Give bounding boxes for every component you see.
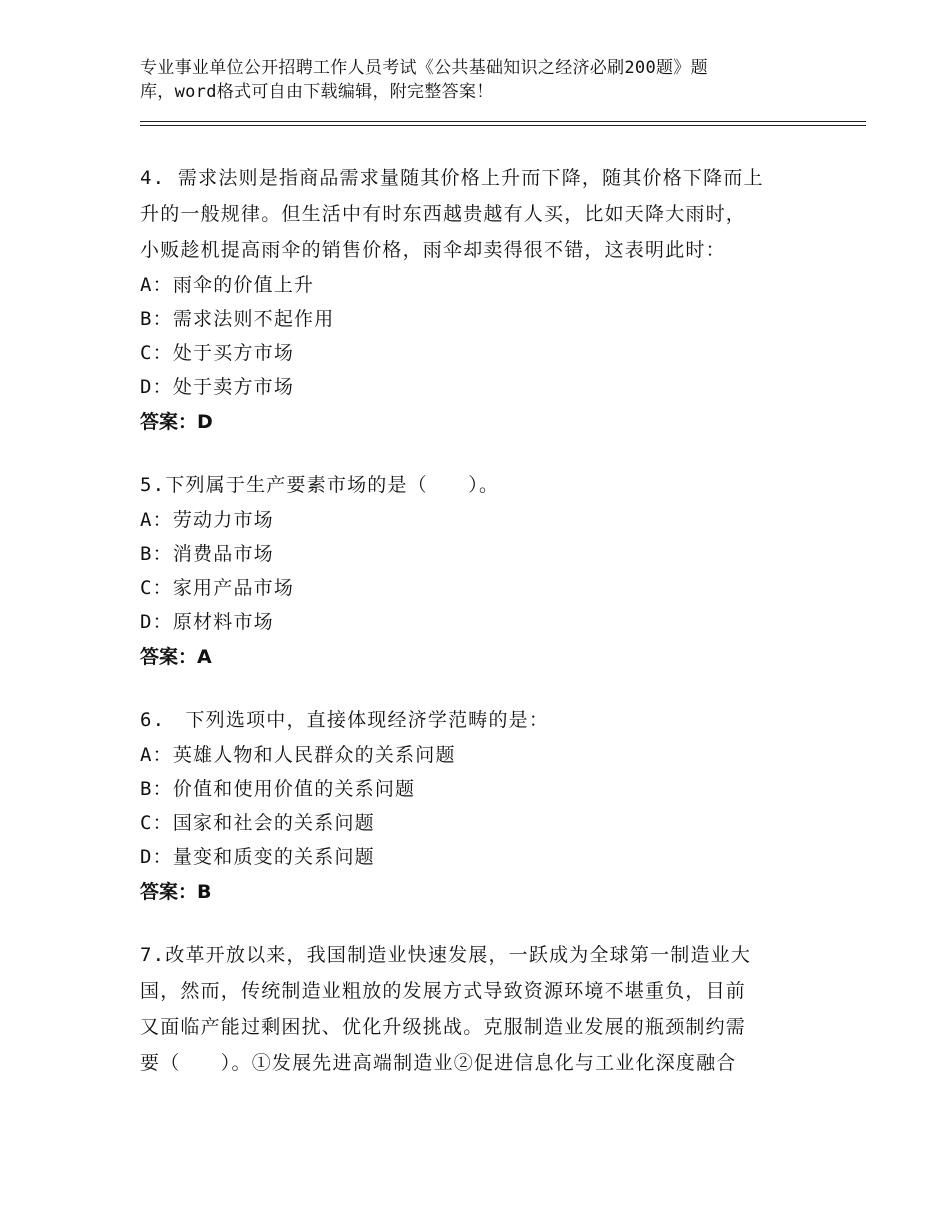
option-c: C：处于买方市场 [140,342,295,364]
document-header [140,56,840,104]
header-divider [140,125,866,126]
question-4 [140,160,820,440]
answer: 答案：A [140,646,212,668]
question-stem-line: 小贩趁机提高雨伞的销售价格，雨伞却卖得很不错，这表明此时： [140,239,726,261]
option-c: C：家用产品市场 [140,577,295,599]
question-stem-line: 7.改革开放以来，我国制造业快速发展，一跃成为全球第一制造业大 [140,944,752,966]
option-d: D：处于卖方市场 [140,376,295,398]
option-d: D：原材料市场 [140,611,274,633]
option-a: A：劳动力市场 [140,509,274,531]
header-line: 库，word格式可自由下载编辑，附完整答案！ [140,82,494,102]
question-5 [140,467,820,675]
header-divider [140,121,866,122]
option-b: B：需求法则不起作用 [140,308,335,330]
question-list [140,160,820,1108]
header-line: 专业事业单位公开招聘工作人员考试《公共基础知识之经济必刷200题》题 [140,58,708,78]
answer: 答案：D [140,411,213,433]
question-7 [140,937,820,1081]
question-6 [140,702,820,910]
question-stem-line: 又面临产能过剩困扰、优化升级挑战。克服制造业发展的瓶颈制约需 [140,1016,747,1038]
question-stem-line: 4. 需求法则是指商品需求量随其价格上升而下降，随其价格下降而上 [140,167,764,189]
question-stem-line: 5.下列属于生产要素市场的是（ ）。 [140,474,500,496]
option-a: A：雨伞的价值上升 [140,274,315,296]
option-c: C：国家和社会的关系问题 [140,812,375,834]
question-stem-line: 升的一般规律。但生活中有时东西越贵越有人买，比如天降大雨时， [140,203,747,225]
option-b: B：消费品市场 [140,543,274,565]
answer: 答案：B [140,881,212,903]
option-b: B：价值和使用价值的关系问题 [140,778,416,800]
question-stem-line: 6. 下列选项中，直接体现经济学范畴的是： [140,709,550,731]
question-stem-line: 要（ ）。①发展先进高端制造业②促进信息化与工业化深度融合 [140,1052,737,1074]
question-stem-line: 国，然而，传统制造业粗放的发展方式导致资源环境不堪重负，目前 [140,980,747,1002]
option-d: D：量变和质变的关系问题 [140,846,375,868]
option-a: A：英雄人物和人民群众的关系问题 [140,744,456,766]
